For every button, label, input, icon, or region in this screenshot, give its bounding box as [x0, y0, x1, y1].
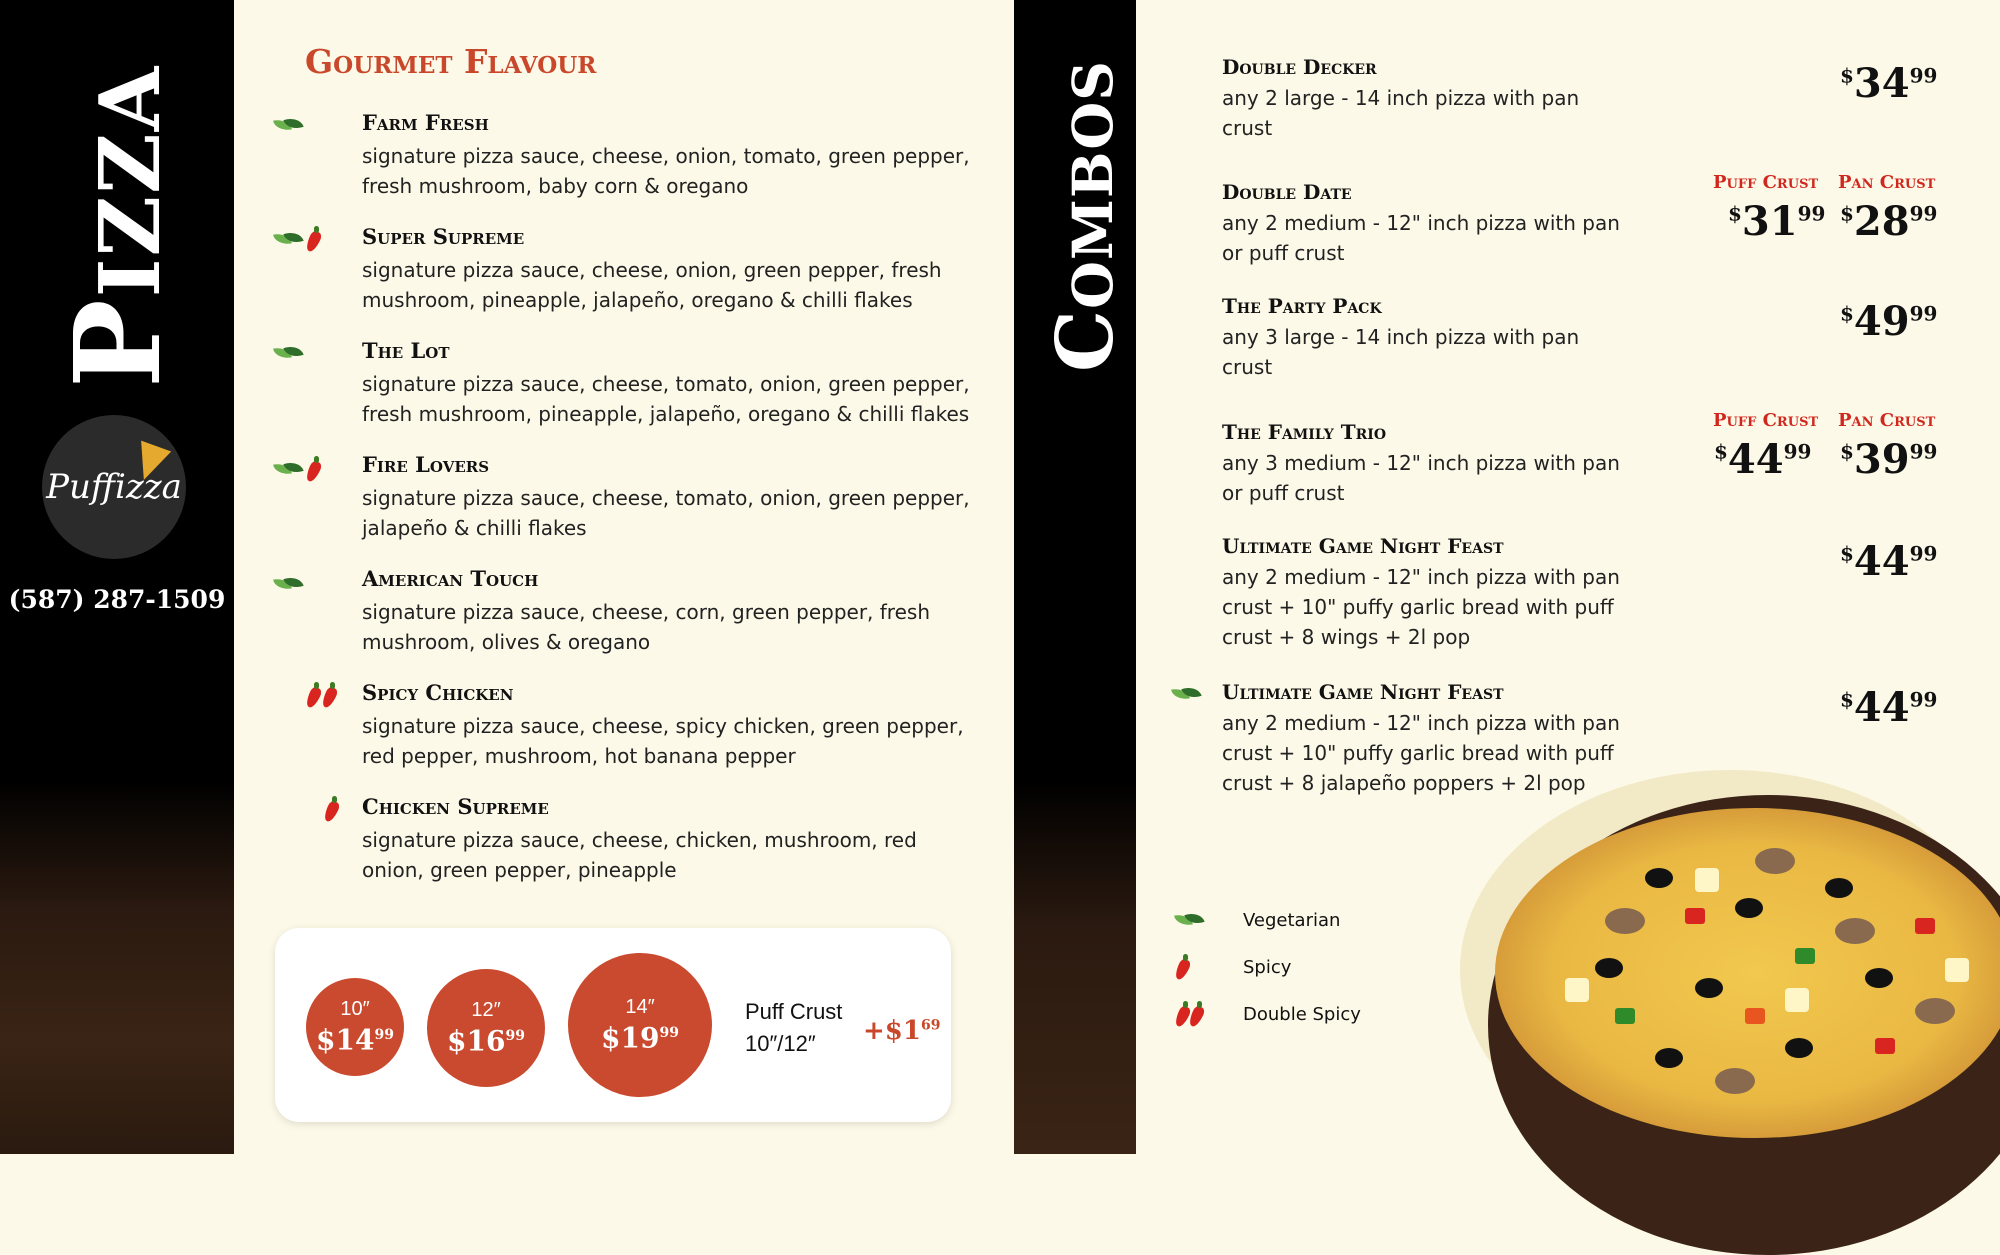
olive-topping — [1785, 1038, 1813, 1058]
combo-item — [1222, 294, 1632, 382]
pan-crust-column-label: Pan Crust — [1838, 172, 1936, 193]
phone-number[interactable]: (587) 287-1509 — [8, 585, 226, 614]
size-price: $\$19^{99}$ — [601, 1021, 679, 1055]
combo-desc: any 2 medium - 12" inch pizza with pan or puff crust — [1222, 211, 1620, 265]
combo-item — [1222, 420, 1632, 508]
size-price: $\$14^{99}$ — [316, 1023, 394, 1057]
item-icons — [274, 576, 304, 593]
pineapple-topping — [1695, 868, 1719, 892]
leaf-icon — [1172, 686, 1202, 703]
menu-item-name: Fire Lovers — [362, 452, 490, 477]
combo-name: The Family Trio — [1222, 420, 1387, 444]
menu-item — [362, 680, 982, 771]
menu-item — [362, 566, 982, 657]
legend-double-spicy — [1175, 1001, 1361, 1027]
leaf-icon — [274, 345, 304, 362]
legend-label: Vegetarian — [1243, 910, 1341, 931]
menu-item — [362, 338, 982, 429]
combo-desc: any 2 large - 14 inch pizza with pan crust — [1222, 86, 1580, 140]
menu-item-desc: signature pizza sauce, cheese, tomato, onion, green pepper, fresh mushroom, pineapple, jalapeño, oregano & chilli flakes — [362, 372, 970, 426]
logo-text: Puffizza — [46, 467, 182, 507]
legend-label: Double Spicy — [1243, 1003, 1361, 1025]
combo-price: $^{\$}34^{99}$ — [1840, 60, 1938, 107]
menu-item-name: Spicy Chicken — [362, 680, 514, 705]
puff-crust-price: $+\$1^{69}$ — [863, 1016, 941, 1046]
combo-puff-price: $^{\$}44^{99}$ — [1714, 436, 1812, 483]
size-price: $\$16^{99}$ — [447, 1024, 525, 1058]
combo-price: $^{\$}44^{99}$ — [1840, 684, 1938, 731]
pizza-image — [1495, 808, 2000, 1138]
mushroom-topping — [1715, 1068, 1755, 1094]
food-photo — [0, 780, 234, 1154]
red-pepper-topping — [1685, 908, 1705, 924]
combo-icons — [1172, 686, 1202, 703]
pineapple-topping — [1785, 988, 1809, 1012]
chili-icon — [1175, 1001, 1189, 1027]
mushroom-topping — [1605, 908, 1645, 934]
combo-name: Ultimate Game Night Feast — [1222, 534, 1504, 558]
leaf-icon — [1175, 912, 1205, 929]
combo-name: Double Decker — [1222, 55, 1377, 79]
mushroom-topping — [1915, 998, 1955, 1024]
chili-icon — [322, 682, 336, 708]
menu-item-desc: signature pizza sauce, cheese, spicy chicken, green pepper, red pepper, mushroom, hot banana pepper — [362, 714, 964, 768]
chili-icon — [1175, 954, 1189, 980]
item-icons — [324, 796, 338, 822]
chili-icon — [1189, 1001, 1203, 1027]
puff-crust-column-label: Puff Crust — [1713, 410, 1819, 431]
red-pepper-topping — [1915, 918, 1935, 934]
chili-icon — [324, 796, 338, 822]
size-label: 12″ — [471, 999, 501, 1022]
combo-puff-price: $^{\$}31^{99}$ — [1728, 198, 1826, 245]
combo-item — [1222, 680, 1632, 798]
olive-topping — [1825, 878, 1853, 898]
green-pepper-topping — [1795, 948, 1815, 964]
menu-item-name: Farm Fresh — [362, 110, 489, 135]
size-price-12 — [427, 969, 545, 1087]
combo-price: $^{\$}44^{99}$ — [1840, 538, 1938, 585]
combo-desc: any 2 medium - 12" inch pizza with pan crust + 10" puffy garlic bread with puff crust + 8 jalapeño poppers + 2l pop — [1222, 711, 1620, 795]
gourmet-title: Gourmet Flavour — [305, 42, 597, 81]
item-icons — [274, 226, 320, 252]
menu-item-desc: signature pizza sauce, cheese, corn, green pepper, fresh mushroom, olives & oregano — [362, 600, 930, 654]
olive-topping — [1645, 868, 1673, 888]
combo-name: The Party Pack — [1222, 294, 1382, 318]
leaf-icon — [274, 117, 304, 134]
menu-item-name: Chicken Supreme — [362, 794, 549, 819]
mushroom-topping — [1835, 918, 1875, 944]
chili-icon — [306, 456, 320, 482]
mushroom-topping — [1755, 848, 1795, 874]
leaf-icon — [274, 576, 304, 593]
menu-item — [362, 794, 982, 885]
olive-topping — [1655, 1048, 1683, 1068]
menu-item — [362, 224, 982, 315]
combo-desc: any 2 medium - 12" inch pizza with pan crust + 10" puffy garlic bread with puff crust + 8 wings + 2l pop — [1222, 565, 1620, 649]
menu-item-desc: signature pizza sauce, cheese, onion, tomato, green pepper, fresh mushroom, baby corn & oregano — [362, 144, 970, 198]
menu-item — [362, 452, 982, 543]
item-icons — [274, 345, 304, 362]
size-price-14 — [568, 953, 712, 1097]
chili-icon — [306, 226, 320, 252]
brand-logo — [42, 415, 186, 559]
item-icons — [306, 682, 336, 708]
combo-desc: any 3 large - 14 inch pizza with pan crust — [1222, 325, 1580, 379]
leaf-icon — [274, 461, 304, 478]
combo-desc: any 3 medium - 12" inch pizza with pan or puff crust — [1222, 451, 1620, 505]
pineapple-topping — [1945, 958, 1969, 982]
combo-item — [1222, 55, 1632, 143]
olive-topping — [1735, 898, 1763, 918]
combo-pan-price: $^{\$}39^{99}$ — [1840, 436, 1938, 483]
food-photo — [1014, 780, 1136, 1154]
legend-spicy — [1175, 954, 1292, 980]
item-icons — [274, 456, 320, 482]
combo-name: Ultimate Game Night Feast — [1222, 680, 1504, 704]
olive-topping — [1695, 978, 1723, 998]
combo-name: Double Date — [1222, 180, 1352, 204]
olive-topping — [1595, 958, 1623, 978]
legend-vegetarian — [1175, 910, 1341, 931]
menu-item-name: Super Supreme — [362, 224, 525, 249]
combo-pan-price: $^{\$}28^{99}$ — [1840, 198, 1938, 245]
menu-item-desc: signature pizza sauce, cheese, onion, green pepper, fresh mushroom, pineapple, jalapeño, oregano & chilli flakes — [362, 258, 942, 312]
menu-item-name: The Lot — [362, 338, 450, 363]
puff-crust-label: Puff Crust 10″/12″ — [745, 999, 843, 1056]
leaf-icon — [274, 231, 304, 248]
size-label: 10″ — [340, 998, 370, 1021]
red-pepper-topping — [1875, 1038, 1895, 1054]
pineapple-topping — [1565, 978, 1589, 1002]
chili-icon — [306, 682, 320, 708]
menu-item-desc: signature pizza sauce, cheese, chicken, mushroom, red onion, green pepper, pineapple — [362, 828, 917, 882]
size-label: 14″ — [625, 996, 655, 1019]
combos-section-title: Combos — [1040, 59, 1131, 372]
legend-label: Spicy — [1243, 956, 1292, 978]
size-price-box — [275, 928, 951, 1122]
combo-price: $^{\$}49^{99}$ — [1840, 298, 1938, 345]
combo-item — [1222, 180, 1632, 268]
menu-item-desc: signature pizza sauce, cheese, tomato, onion, green pepper, jalapeño & chilli flakes — [362, 486, 970, 540]
pizza-section-title: Pizza — [48, 64, 187, 388]
size-price-10 — [306, 978, 404, 1076]
combo-item — [1222, 534, 1632, 652]
green-pepper-topping — [1615, 1008, 1635, 1024]
menu-item — [362, 110, 982, 201]
item-icons — [274, 117, 304, 134]
olive-topping — [1865, 968, 1893, 988]
puff-crust-column-label: Puff Crust — [1713, 172, 1819, 193]
red-pepper-topping — [1745, 1008, 1765, 1024]
menu-item-name: American Touch — [362, 566, 539, 591]
pan-crust-column-label: Pan Crust — [1838, 410, 1936, 431]
